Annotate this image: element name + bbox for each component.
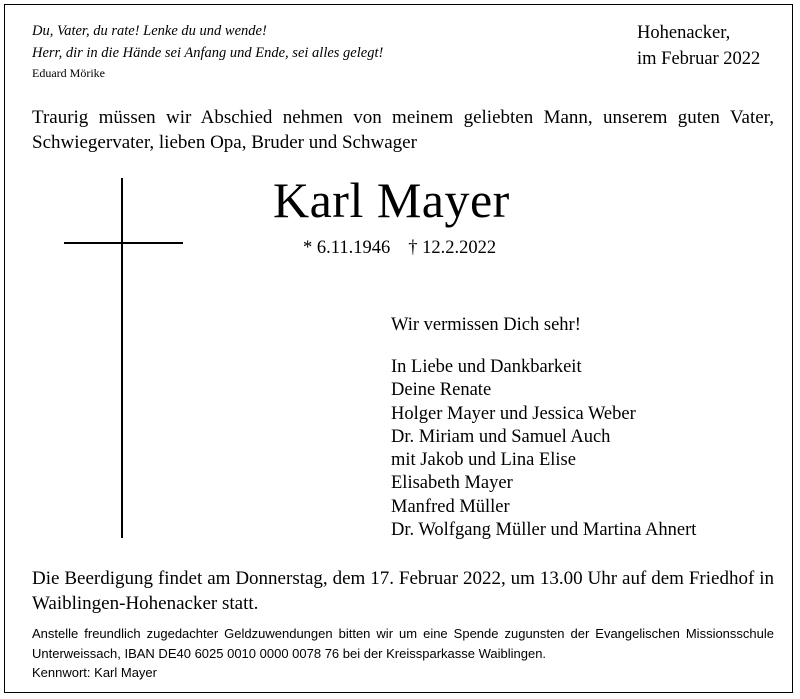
- mourner-line: Elisabeth Mayer: [391, 473, 513, 494]
- life-dates: [303, 238, 496, 259]
- death-date: † 12.2.2022: [408, 238, 497, 258]
- funeral-info: Die Beerdigung findet am Donnerstag, dem 17. Februar 2022, um 13.00 Uhr auf dem Friedhof in Waiblingen-Hohenacker statt.: [32, 568, 774, 614]
- mourner-line: In Liebe und Dankbarkeit: [391, 357, 582, 377]
- mourner-line: mit Jakob und Lina Elise: [391, 450, 576, 471]
- deceased-name: Karl Mayer: [273, 172, 510, 228]
- closing-phrase: Wir vermissen Dich sehr!: [391, 315, 581, 335]
- donation-keyword: Kennwort: Karl Mayer: [32, 665, 157, 680]
- birth-date: * 6.11.1946: [303, 238, 391, 258]
- motto-line-1: Du, Vater, du rate! Lenke du und wende!: [32, 23, 267, 39]
- donation-info: [32, 624, 774, 683]
- date: im Februar 2022: [637, 49, 761, 69]
- mourner-line: Dr. Wolfgang Müller und Martina Ahnert: [391, 520, 697, 541]
- donation-text: Anstelle freundlich zugedachter Geldzuwendungen bitten wir um eine Spende zugunsten der Evangelischen Missionsschule Unterweissach, IBAN DE40 6025 0010 0000 0078 76 bei der Kreissparkasse Waiblingen.: [32, 626, 774, 661]
- mourner-line: Manfred Müller: [391, 496, 510, 517]
- place-date: [637, 20, 760, 72]
- motto-line-2: Herr, dir in die Hände sei Anfang und Ende, sei alles gelegt!: [32, 45, 384, 61]
- intro-text: Traurig müssen wir Abschied nehmen von meinem geliebten Mann, unserem guten Vater, Schwiegervater, lieben Opa, Bruder und Schwager: [32, 107, 774, 153]
- motto-quote: [32, 20, 383, 64]
- mourner-line: Dr. Miriam und Samuel Auch: [391, 426, 611, 447]
- mourner-line: Deine Renate: [391, 380, 492, 401]
- cross-icon-horizontal: [64, 242, 183, 244]
- mourners-list: [391, 356, 696, 542]
- motto-author: Eduard Mörike: [32, 66, 105, 80]
- cross-icon-vertical: [121, 178, 123, 538]
- place: Hohenacker,: [637, 23, 731, 43]
- mourner-line: Holger Mayer und Jessica Weber: [391, 403, 636, 424]
